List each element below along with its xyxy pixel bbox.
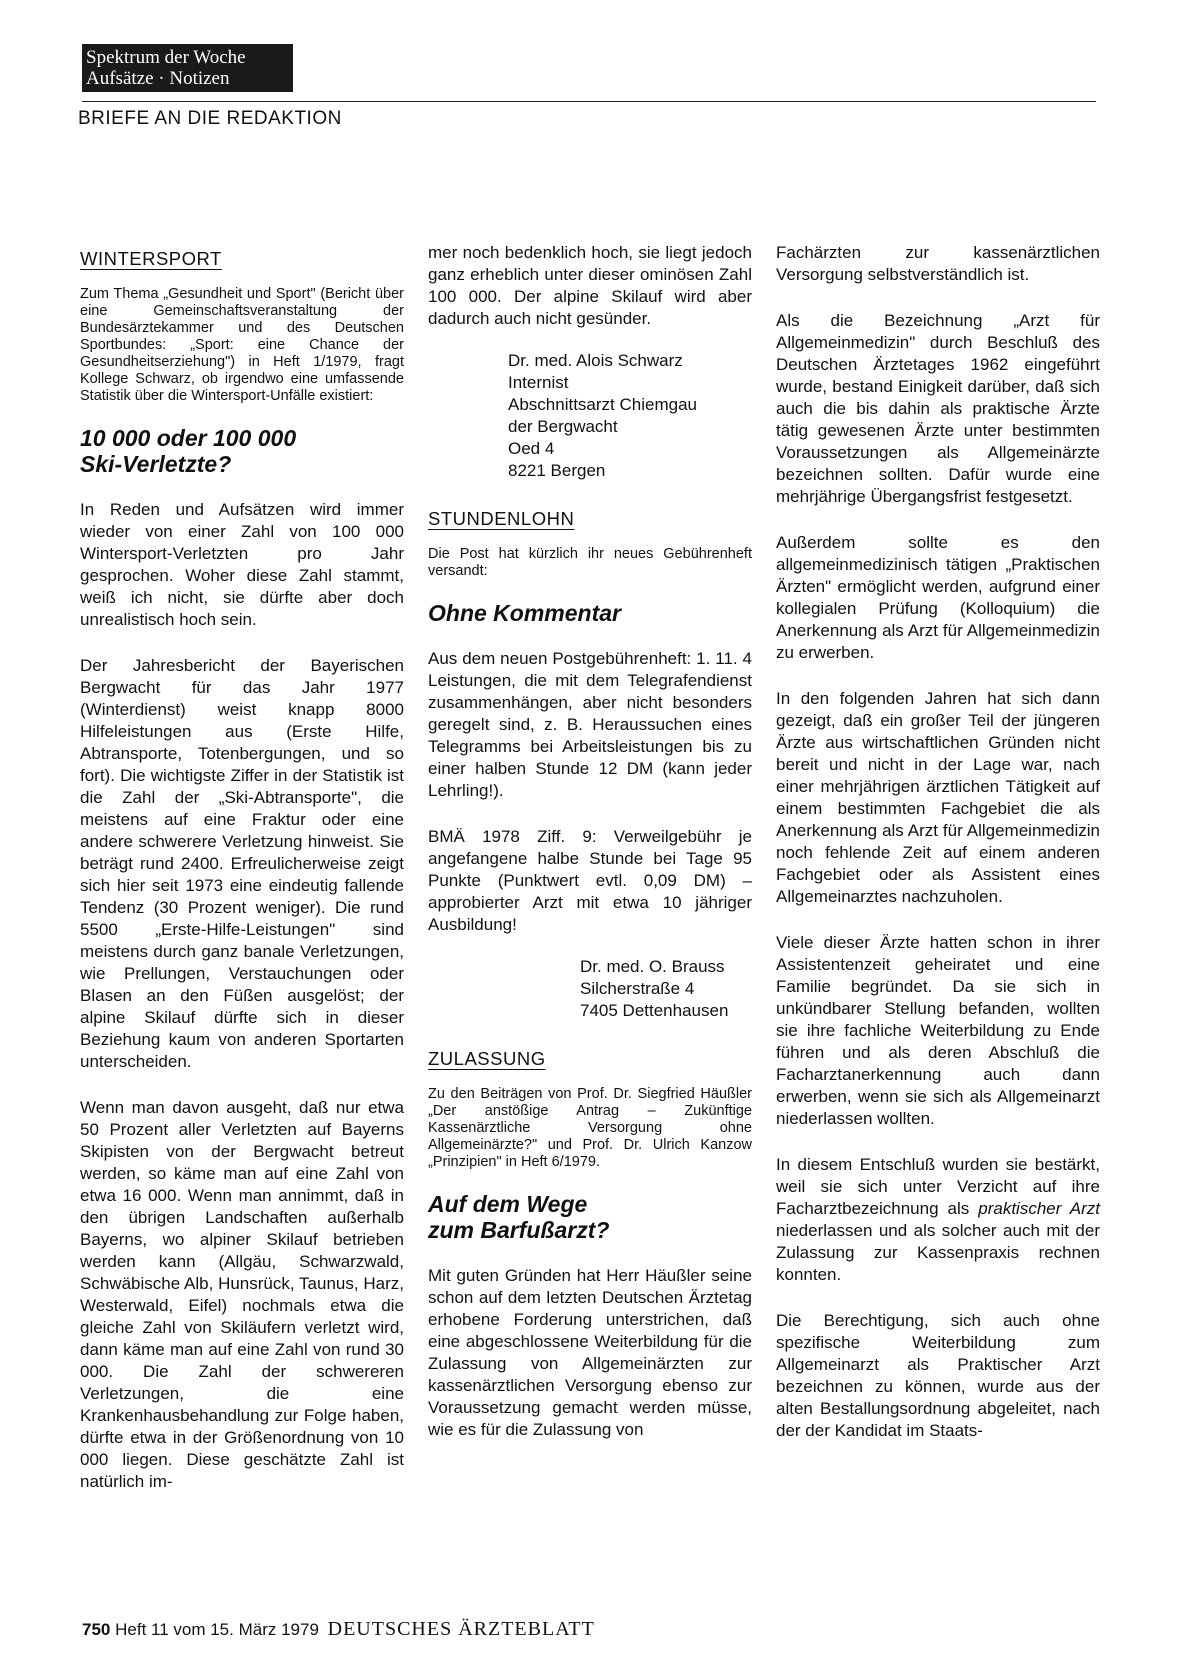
paragraph: Außerdem sollte es den allgemeinmedizinisch tätigen „Praktischen Ärzten" ermöglicht werden, aufgrund einer kollegialen Prüfung (Kolloquium) die Anerkennung als Arzt für Allgemeinmedizin zu erwerben. (776, 533, 1100, 662)
signature-line: Internist (508, 373, 569, 392)
signature-line: Dr. med. O. Brauss (580, 957, 725, 976)
text-run: niederlassen und als solcher auch mit der Zulassung zur Kassenpraxis rechnen konnten. (776, 1221, 1100, 1284)
signature-line: 8221 Bergen (508, 461, 606, 480)
signature-line: der Bergwacht (508, 417, 618, 436)
italic-term: praktischer Arzt (978, 1199, 1100, 1218)
issue-info: Heft 11 vom 15. März 1979 (115, 1620, 319, 1639)
paragraph: Aus dem neuen Postgebührenheft: 1. 11. 4 Leistungen, die mit dem Telegrafendienst zusammenhängen, aber nicht besonders geregelt sind, z. B. Heraussuchen eines Telegramms bei Arbeitsleistungen bis zu einer halben Stunde 12 DM (kann jeder Lehrling!). (428, 649, 752, 800)
signature-line: Oed 4 (508, 439, 555, 458)
intro-stundenlohn: Die Post hat kürzlich ihr neues Gebührenheft versandt: (428, 546, 752, 579)
signature-line: Silcherstraße 4 (580, 979, 695, 998)
masthead: DEUTSCHES ÄRZTEBLATT (327, 1618, 595, 1640)
signature-schwarz (428, 350, 752, 482)
section-tag-line1: Spektrum der Woche (86, 47, 246, 68)
headline-line2: zum Barfußarzt? (428, 1217, 610, 1243)
headline-ohne-kommentar: Ohne Kommentar (428, 600, 621, 626)
section-tag-line2: Aufsätze · Notizen (86, 68, 230, 89)
column-1 (80, 248, 404, 1517)
rubric-stundenlohn: STUNDENLOHN (428, 508, 575, 529)
paragraph: Als die Bezeichnung „Arzt für Allgemeinmedizin" durch Beschluß des Deutschen Ärztetages 1962 eingeführt wurde, bestand Einigkeit darüber, daß sich auch die bis dahin als praktische Ärzte tätig gewesenen Ärzte unter bestimmten Voraussetzungen als Allgemeinärzte bezeichnen sollten. Dafür wurde eine mehrjährige Übergangsfrist festgesetzt. (776, 311, 1100, 506)
column-2 (428, 242, 752, 1465)
section-tag (82, 44, 293, 92)
paragraph (776, 1154, 1100, 1286)
paragraph: In den folgenden Jahren hat sich dann gezeigt, daß ein großer Teil der jüngeren Ärzte aus wirtschaftlichen Gründen nicht bereit und nicht in der Lage war, nach einer mehrjährigen ärztlichen Tätigkeit auf einem bestimmten Fachgebiet die als Anerkennung als Arzt für Allgemeinmedizin noch fehlende Zeit auf einem anderen Fachgebiet oder als Assistent eines Allgemeinarztes nachzuholen. (776, 689, 1100, 906)
paragraph: Fachärzten zur kassenärztlichen Versorgung selbstverständlich ist. (776, 243, 1100, 284)
paragraph: Mit guten Gründen hat Herr Häußler seine schon auf dem letzten Deutschen Ärztetag erhobene Forderung unterstrichen, daß eine abgeschlossene Weiterbildung für die Zulassung von Allgemeinärzten zur kassenärztlichen Versorgung ebenso zur Voraussetzung gemacht werden müsse, wie es für die Zulassung von (428, 1266, 752, 1439)
page-footer (82, 1618, 595, 1641)
signature-line: Dr. med. Alois Schwarz (508, 351, 683, 370)
paragraph: Die Berechtigung, sich auch ohne spezifische Weiterbildung zum Allgemeinarzt als Praktischer Arzt bezeichnen zu können, wurde aus der alten Bestallungsordnung abgeleitet, nach der der Kandidat im Staats- (776, 1311, 1100, 1440)
rubric-wintersport: WINTERSPORT (80, 248, 222, 269)
paragraph: In Reden und Aufsätzen wird immer wieder von einer Zahl von 100 000 Wintersport-Verletzten pro Jahr gesprochen. Woher diese Zahl stammt, weiß ich nicht, sie dürfte aber doch unrealistisch hoch sein. (80, 500, 404, 629)
headline-ski-verletzte (80, 425, 404, 477)
rubric-zulassung: ZULASSUNG (428, 1048, 546, 1069)
paragraph: BMÄ 1978 Ziff. 9: Verweilgebühr je angefangene halbe Stunde bei Tage 95 Punkte (Punktwert evtl. 0,09 DM) – approbierter Arzt mit etwa 10 jähriger Ausbildung! (428, 827, 752, 934)
paragraph: Viele dieser Ärzte hatten schon in ihrer Assistentenzeit geheiratet und eine Familie begründet. Da sie sich in unkündbarer Stellung befanden, wollten sie ihre fachliche Weiterbildung zu Ende führen und als deren Abschluß die Facharztanerkennung auch dann erwerben, wenn sie sich als Allgemeinarzt niederlassen wollten. (776, 933, 1100, 1128)
headline-barfussarzt (428, 1191, 752, 1243)
paragraph: mer noch bedenklich hoch, sie liegt jedoch ganz erheblich unter dieser ominösen Zahl 100 000. Der alpine Skilauf wird aber dadurch auch nicht gesünder. (428, 243, 752, 328)
signature-line: Abschnittsarzt Chiemgau (508, 395, 697, 414)
signature-line: 7405 Dettenhausen (580, 1001, 729, 1020)
section-title: BRIEFE AN DIE REDAKTION (78, 108, 342, 129)
paragraph: Der Jahresbericht der Bayerischen Bergwacht für das Jahr 1977 (Winterdienst) weist knapp 8000 Hilfeleistungen aus (Erste Hilfe, Abtransporte, Totenbergungen, und so fort). Die wichtigste Ziffer in der Statistik ist die Zahl der „Ski-Abtransporte", die meistens auf eine Fraktur oder eine andere schwerere Verletzung hinweist. Sie beträgt rund 2400. Erfreulicherweise zeigt sich hier seit 1973 eine eindeutig fallende Tendenz (30 Prozent weniger). Die rund 5500 „Erste-Hilfe-Leistungen" sind meistens durch ganz banale Verletzungen, wie Prellungen, Verstauchungen oder Blasen an den Füßen ausgelöst; der alpine Skilauf dürfte sich in dieser Beziehung kaum von anderen Sportarten unterscheiden. (80, 656, 404, 1071)
headline-line1: 10 000 oder 100 000 (80, 425, 297, 451)
intro-wintersport: Zum Thema „Gesundheit und Sport" (Bericht über eine Gemeinschaftsveranstaltung der Bundesärztekammer und des Deutschen Sportbundes: „Sport: eine Chance der Gesundheitserziehung") in Heft 1/1979, fragt Kollege Schwarz, ob irgendwo eine umfassende Statistik über die Wintersport-Unfälle existiert: (80, 286, 404, 404)
headline-line1: Auf dem Wege (428, 1191, 588, 1217)
header-rule (82, 101, 1096, 102)
column-3 (776, 242, 1100, 1466)
intro-zulassung: Zu den Beiträgen von Prof. Dr. Siegfried Häußler „Der anstößige Antrag – Zukünftige Kassenärztliche Versorgung ohne Allgemeinärzte?" und Prof. Dr. Ulrich Kanzow „Prinzipien" in Heft 6/1979. (428, 1086, 752, 1170)
page-number: 750 (82, 1620, 111, 1639)
paragraph: Wenn man davon ausgeht, daß nur etwa 50 Prozent aller Verletzten auf Bayerns Skipisten von der Bergwacht betreut werden, so käme man auf eine Zahl von etwa 16 000. Wenn man annimmt, daß in den übrigen Landschaften außerhalb Bayerns, wo alpiner Skilauf betrieben werden kann (Allgäu, Schwarzwald, Schwäbische Alb, Hunsrück, Taunus, Harz, Westerwald, Eifel) nochmals etwa die gleiche Zahl von Skiläufern verletzt wird, dann käme man auf eine Zahl von rund 30 000. Die Zahl der schwereren Verletzungen, die eine Krankenhausbehandlung zur Folge haben, dürfte etwa in der Größenordnung von 10 000 liegen. Diese geschätzte Zahl ist natürlich im- (80, 1098, 404, 1491)
signature-brauss (428, 956, 752, 1022)
headline-line2: Ski-Verletzte? (80, 451, 232, 477)
text-run: In diesem Entschluß wurden sie bestärkt, weil sie sich unter Verzicht auf ihre Facharztbezeichnung als (776, 1155, 1100, 1218)
